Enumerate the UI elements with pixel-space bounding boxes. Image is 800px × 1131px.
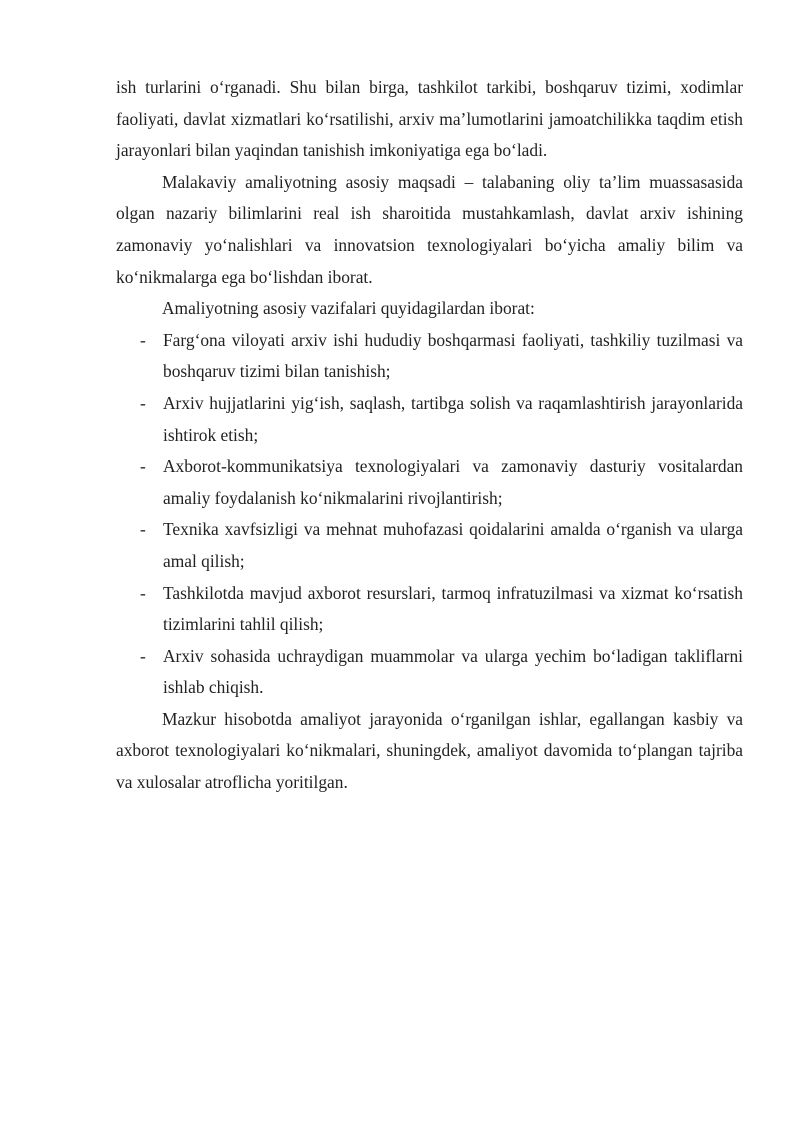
bullet-dash: - (140, 519, 146, 540)
bullet-dash: - (140, 456, 146, 477)
list-item (116, 578, 743, 641)
list-item (116, 451, 743, 514)
list-item (116, 514, 743, 577)
tasks-list (116, 325, 743, 704)
list-item-text: Axborot-kommunikatsiya texnologiyalari va zamonaviy dasturiy vositalardan amaliy foydalanish ko‘nikmalarini rivojlantirish; (163, 456, 743, 508)
list-item-text: Texnika xavfsizligi va mehnat muhofazasi qoidalarini amalda o‘rganish va ularga amal qilish; (163, 519, 743, 571)
intro-continuation-paragraph: ish turlarini o‘rganadi. Shu bilan birga, tashkilot tarkibi, boshqaruv tizimi, xodimlar faoliyati, davlat xizmatlari ko‘rsatilishi, arxiv ma’lumotlarini jamoatchilikka taqdim etish jarayonlari bilan yaqindan tanishish imkoniyatiga ega bo‘ladi. (116, 77, 743, 161)
closing-paragraph: Mazkur hisobotda amaliyot jarayonida o‘rganilgan ishlar, egallangan kasbiy va axborot texnologiyalari ko‘nikmalari, shuningdek, amaliyot davomida to‘plangan tajriba va xulosalar atroflicha yoritilgan. (116, 708, 743, 793)
bullet-dash: - (140, 582, 146, 603)
bullet-dash: - (140, 392, 146, 413)
list-item-text: Arxiv sohasida uchraydigan muammolar va ularga yechim bo‘ladigan takliflarni ishlab chiqish. (163, 645, 743, 698)
list-item-text: Arxiv hujjatlarini yig‘ish, saqlash, tartibga solish va raqamlashtirish jarayonlarida ishtirok etish; (163, 392, 743, 445)
body-text (116, 72, 743, 799)
practice-goal-paragraph: Malakaviy amaliyotning asosiy maqsadi – talabaning oliy ta’lim muassasasida olgan nazariy bilimlarini real ish sharoitida mustahkamlash, davlat arxiv ishining zamonaviy yo‘nalishlari va innovatsion texnologiyalari bo‘yicha amaliy bilim va ko‘nikmalarga ega bo‘lishdan iborat. (116, 171, 743, 287)
list-item (116, 325, 743, 388)
list-item-text: Farg‘ona viloyati arxiv ishi hududiy boshqarmasi faoliyati, tashkiliy tuzilmasi va boshqaruv tizimi bilan tanishish; (163, 329, 743, 382)
bullet-dash: - (140, 645, 146, 666)
list-item (116, 388, 743, 451)
tasks-lead-paragraph: Amaliyotning asosiy vazifalari quyidagilardan iborat: (162, 298, 535, 319)
list-item-text: Tashkilotda mavjud axborot resurslari, tarmoq infratuzilmasi va xizmat ko‘rsatish tizimlarini tahlil qilish; (163, 582, 743, 635)
bullet-dash: - (140, 329, 146, 350)
list-item (116, 641, 743, 704)
